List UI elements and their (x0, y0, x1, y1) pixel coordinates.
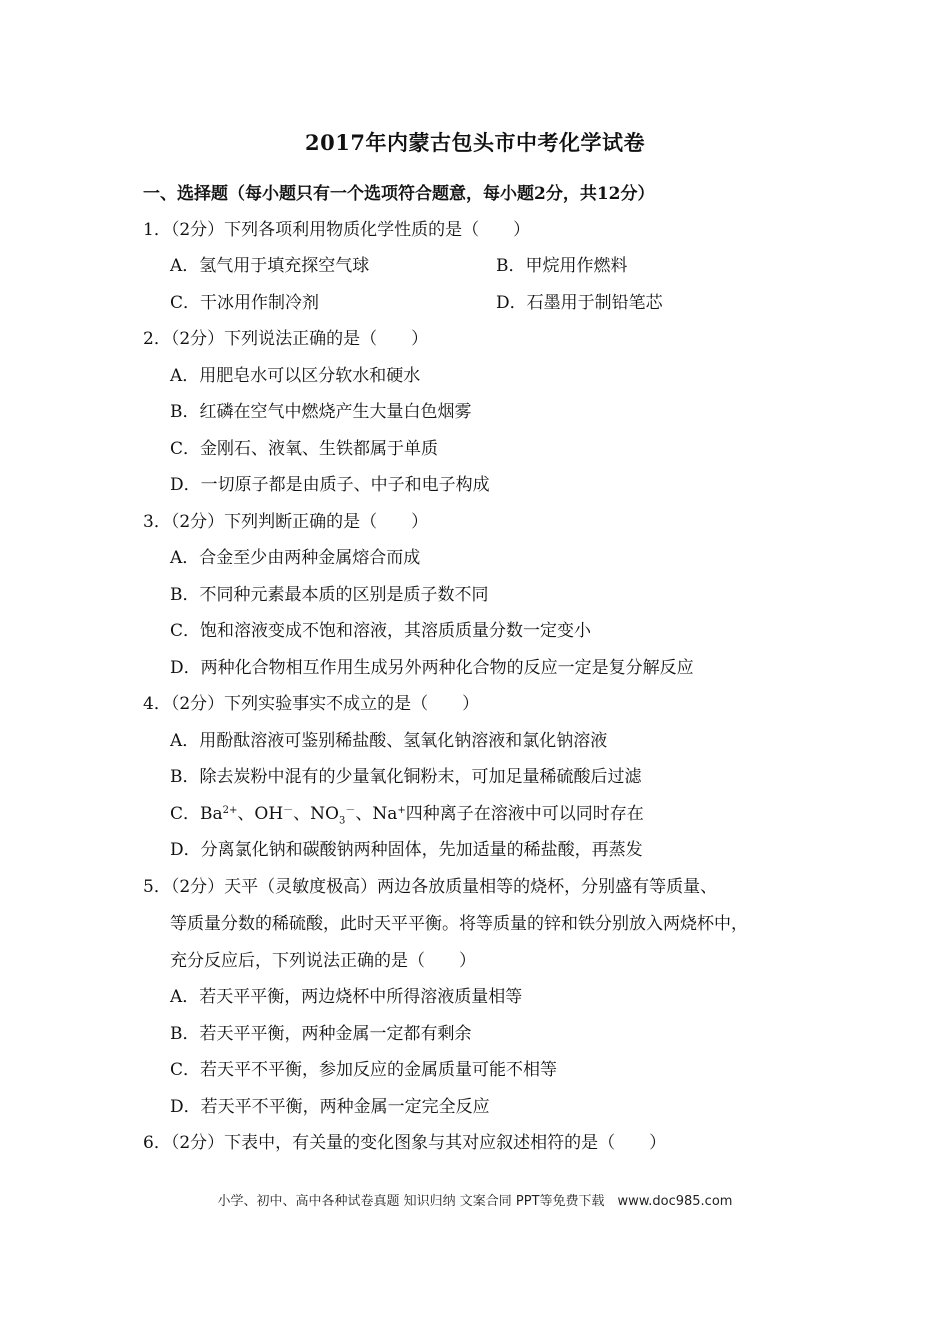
question-4-stem: 4．（2分）下列实验事实不成立的是（ ） (143, 694, 480, 714)
question-5-option-d: D．若天平不平衡，两种金属一定完全反应 (170, 1097, 490, 1117)
question-1-stem: 1．（2分）下列各项利用物质化学性质的是（ ） (143, 220, 531, 240)
option-c-text-5: 四种离子在溶液中可以同时存在 (405, 804, 644, 824)
question-4-option-b: B．除去炭粉中混有的少量氧化铜粉末，可加足量稀硫酸后过滤 (170, 767, 642, 787)
question-3-option-d: D．两种化合物相互作用生成另外两种化合物的反应一定是复分解反应 (170, 658, 694, 678)
question-2-option-a: A．用肥皂水可以区分软水和硬水 (170, 366, 421, 386)
barium-charge: 2+ (222, 805, 238, 816)
option-c-text-2: 、OH (237, 804, 284, 824)
question-2-option-d: D．一切原子都是由质子、中子和电子构成 (170, 475, 490, 495)
question-4-option-c (170, 802, 644, 833)
question-6-stem: 6．（2分）下表中，有关量的变化图象与其对应叙述相符的是（ ） (143, 1133, 667, 1153)
page-footer: 小学、初中、高中各种试卷真题 知识归纳 文案合同 PPT等免费下载 www.doc985.com (217, 1194, 733, 1209)
question-5-option-b: B．若天平平衡，两种金属一定都有剩余 (170, 1024, 472, 1044)
hydroxide-charge: － (283, 805, 294, 816)
question-1-option-d: D．石墨用于制铅笔芯 (496, 293, 663, 313)
page-title: 2017年内蒙古包头市中考化学试卷 (305, 130, 645, 155)
question-4-option-d: D．分离氯化钠和碳酸钠两种固体，先加适量的稀盐酸，再蒸发 (170, 840, 643, 860)
question-5-option-c: C．若天平不平衡，参加反应的金属质量可能不相等 (170, 1060, 558, 1080)
question-3-option-a: A．合金至少由两种金属熔合而成 (170, 548, 421, 568)
question-1-option-a: A．氢气用于填充探空气球 (170, 256, 370, 276)
section-heading: 一、选择题（每小题只有一个选项符合题意，每小题2分，共12分） (143, 184, 655, 204)
question-5-option-a: A．若天平平衡，两边烧杯中所得溶液质量相等 (170, 987, 523, 1007)
question-3-stem: 3．（2分）下列判断正确的是（ ） (143, 512, 429, 532)
question-5-stem-line-2: 等质量分数的稀硫酸，此时天平平衡。将等质量的锌和铁分别放入两烧杯中， (170, 914, 748, 934)
option-c-text-4: 、Na (355, 804, 398, 824)
sodium-charge: + (397, 805, 406, 816)
question-3-option-b: B．不同种元素最本质的区别是质子数不同 (170, 585, 489, 605)
option-c-text-1: C．Ba (170, 804, 223, 824)
question-1-option-c: C．干冰用作制冷剂 (170, 293, 320, 313)
question-2-option-c: C．金刚石、液氧、生铁都属于单质 (170, 439, 439, 459)
nitrate-charge: － (345, 805, 356, 816)
question-1-option-b: B．甲烷用作燃料 (496, 256, 628, 276)
question-2-option-b: B．红磷在空气中燃烧产生大量白色烟雾 (170, 402, 472, 422)
question-2-stem: 2．（2分）下列说法正确的是（ ） (143, 329, 429, 349)
nitrate-subscript: 3 (338, 815, 346, 827)
question-5-stem-line-1: 5．（2分）天平（灵敏度极高）两边各放质量相等的烧杯，分别盛有等质量、 (143, 877, 718, 897)
question-3-option-c: C．饱和溶液变成不饱和溶液，其溶质质量分数一定变小 (170, 621, 592, 641)
option-c-text-3: 、NO (293, 804, 339, 824)
question-4-option-a: A．用酚酞溶液可鉴别稀盐酸、氢氧化钠溶液和氯化钠溶液 (170, 731, 608, 751)
question-5-stem-line-3: 充分反应后，下列说法正确的是（ ） (170, 951, 476, 971)
